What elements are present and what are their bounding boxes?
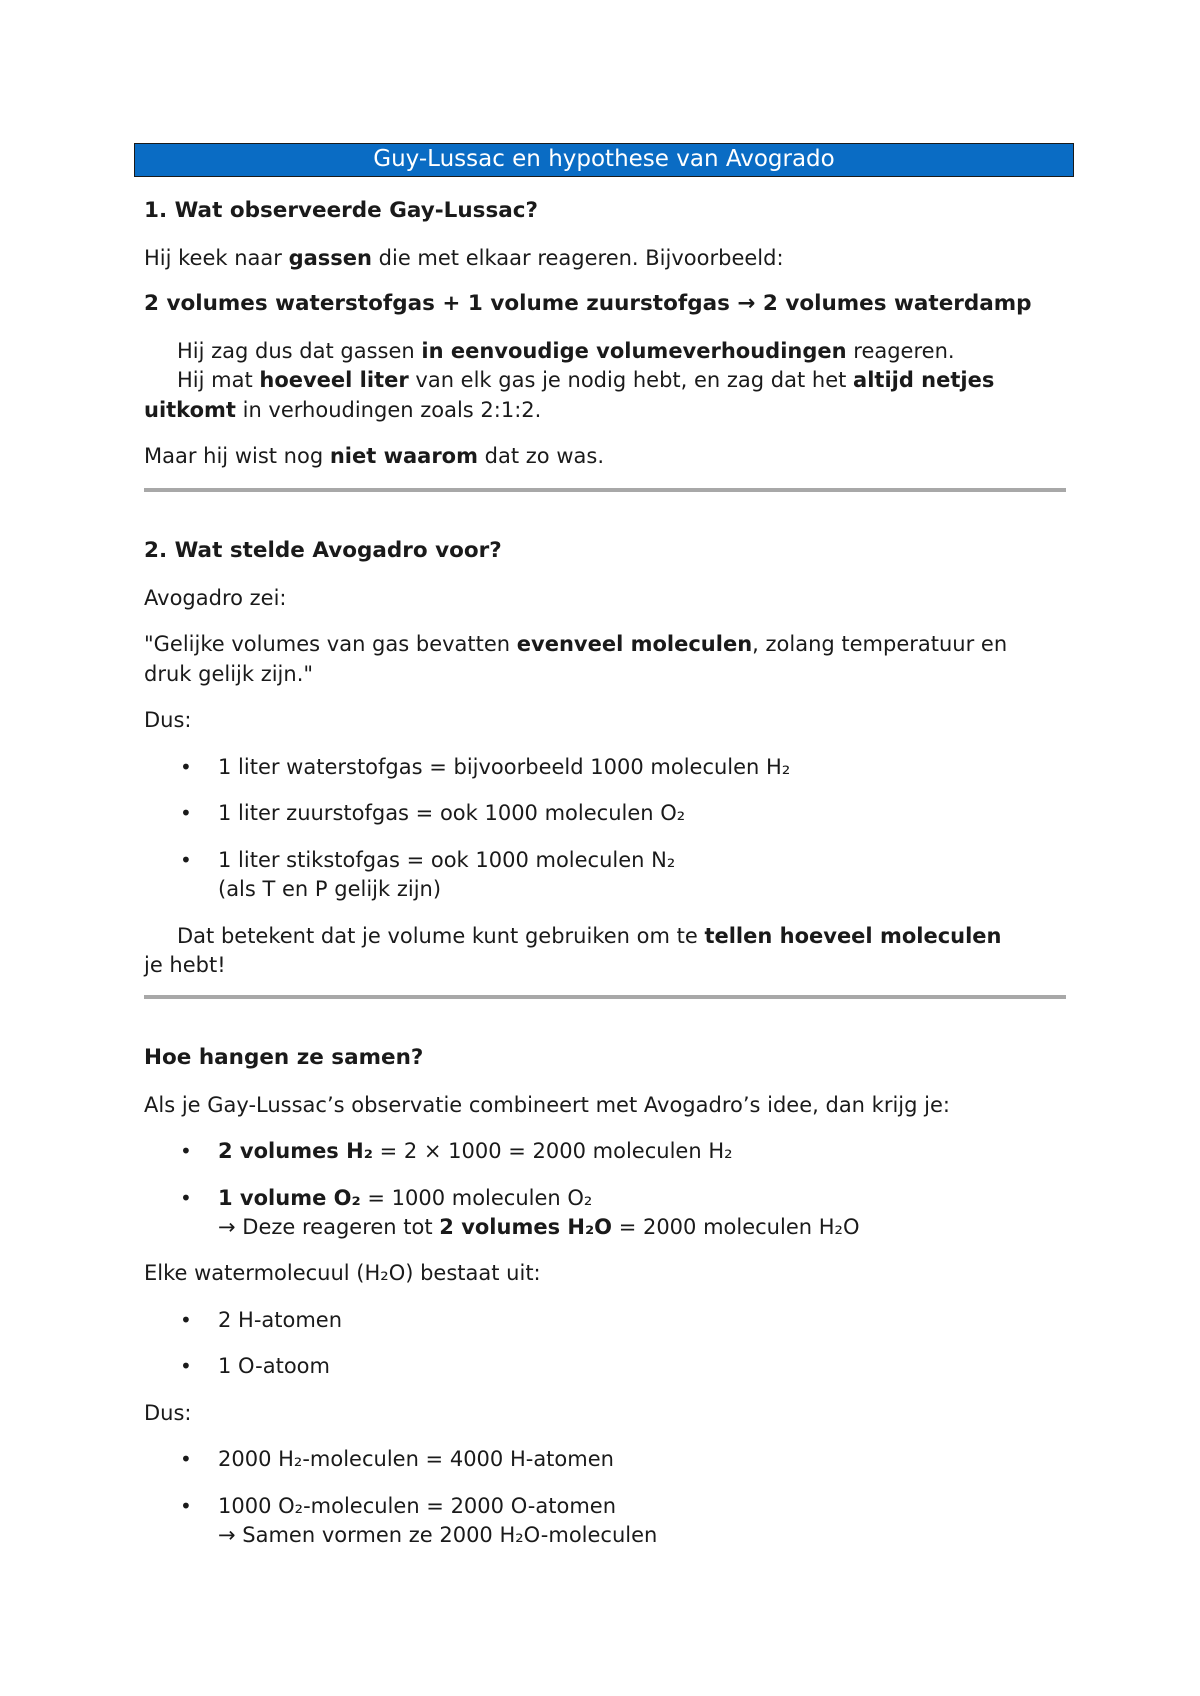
section3-intro: Als je Gay-Lussac’s observatie combineert met Avogadro’s idee, dan krijg je: — [144, 1093, 950, 1117]
reaction-equation: 2 volumes waterstofgas + 1 volume zuurstofgas → 2 volumes waterdamp — [144, 291, 1032, 316]
list-item: 1 liter zuurstofgas = ook 1000 moleculen O₂ — [218, 801, 686, 825]
bullet-marker: • — [180, 1494, 192, 1518]
bullet-marker: • — [180, 1447, 192, 1471]
section2-heading: 2. Wat stelde Avogadro voor? — [144, 538, 502, 563]
list-item: 1 liter waterstofgas = bijvoorbeeld 1000 moleculen H₂ — [218, 755, 791, 779]
list-item: 1 volume O₂ = 1000 moleculen O₂ — [218, 1186, 593, 1210]
section2-intro: Avogadro zei: — [144, 586, 287, 610]
section1-paragraph-2-continued: uitkomt in verhoudingen zoals 2:1:2. — [144, 398, 542, 422]
section-divider-1 — [144, 488, 1066, 492]
bullet-marker: • — [180, 1308, 192, 1332]
list-item: 1000 O₂-moleculen = 2000 O-atomen — [218, 1494, 617, 1518]
avogadro-quote: "Gelijke volumes van gas bevatten evenveel moleculen, zolang temperatuur en — [144, 632, 1008, 656]
list-item: 1 liter stikstofgas = ook 1000 moleculen N₂ — [218, 848, 676, 872]
bullet-marker: • — [180, 848, 192, 872]
list-item: 2 H-atomen — [218, 1308, 343, 1332]
section3-dus: Dus: — [144, 1401, 192, 1425]
section2-conclusion: Dat betekent dat je volume kunt gebruiken om te tellen hoeveel moleculen — [177, 924, 1002, 948]
list-item: 2 volumes H₂ = 2 × 1000 = 2000 moleculen H₂ — [218, 1139, 733, 1163]
section1-intro: Hij keek naar gassen die met elkaar reageren. Bijvoorbeeld: — [144, 246, 784, 270]
list-item: 1 O-atoom — [218, 1354, 330, 1378]
section1-paragraph-3: Maar hij wist nog niet waarom dat zo was. — [144, 444, 604, 468]
list-item-subtext: → Deze reageren tot 2 volumes H₂O = 2000 moleculen H₂O — [218, 1215, 860, 1239]
section1-paragraph-1: Hij zag dus dat gassen in eenvoudige volumeverhoudingen reageren. — [177, 339, 955, 363]
avogadro-quote-continued: druk gelijk zijn." — [144, 662, 314, 686]
section2-conclusion-continued: je hebt! — [144, 953, 226, 977]
section1-paragraph-2: Hij mat hoeveel liter van elk gas je nodig hebt, en zag dat het altijd netjes — [177, 368, 995, 392]
section-divider-2 — [144, 995, 1066, 999]
bullet-marker: • — [180, 1186, 192, 1210]
document-title: Guy-Lussac en hypothese van Avogrado — [134, 143, 1074, 177]
bullet-marker: • — [180, 1354, 192, 1378]
section1-heading: 1. Wat observeerde Gay-Lussac? — [144, 198, 538, 223]
list-item-subtext: (als T en P gelijk zijn) — [218, 877, 442, 901]
bullet-marker: • — [180, 755, 192, 779]
list-item: 2000 H₂-moleculen = 4000 H-atomen — [218, 1447, 614, 1471]
list-item-subtext: → Samen vormen ze 2000 H₂O-moleculen — [218, 1523, 658, 1547]
water-intro: Elke watermolecuul (H₂O) bestaat uit: — [144, 1261, 541, 1285]
bullet-marker: • — [180, 1139, 192, 1163]
section3-heading: Hoe hangen ze samen? — [144, 1045, 424, 1070]
section2-dus: Dus: — [144, 708, 192, 732]
bullet-marker: • — [180, 801, 192, 825]
